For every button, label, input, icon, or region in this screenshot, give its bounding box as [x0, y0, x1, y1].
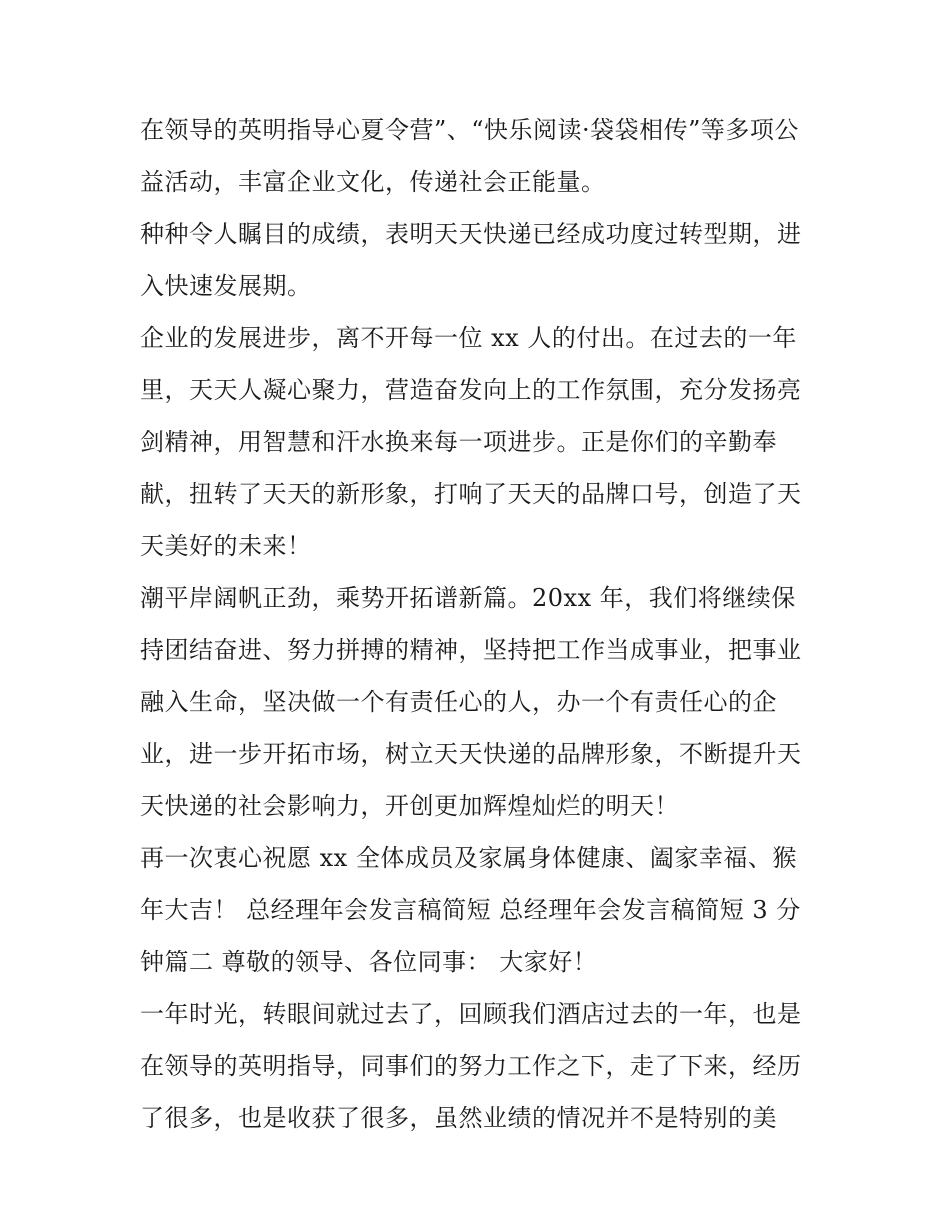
text-line: 益活动，丰富企业文化，传递社会正能量。	[140, 168, 606, 196]
text-line: 剑精神，用智慧和汗水换来每一项进步。正是你们的辛勤奉	[140, 428, 777, 456]
text-line: 里，天天人凝心聚力，营造奋发向上的工作氛围，充分发扬亮	[140, 376, 802, 404]
text-line: 种种令人瞩目的成绩，表明天天快递已经成功度过转型期，进	[140, 220, 802, 248]
text-line: 了很多，也是收获了很多，虽然业绩的情况并不是特别的美	[140, 1104, 777, 1132]
text-line: 天美好的未来！	[140, 532, 312, 560]
text-line: 入快速发展期。	[140, 272, 312, 300]
text-line: 融入生命，坚决做一个有责任心的人，办一个有责任心的企	[140, 688, 777, 716]
text-line: 业，进一步开拓市场，树立天天快递的品牌形象，不断提升天	[140, 740, 802, 768]
text-line: 年大吉！ 总经理年会发言稿简短 总经理年会发言稿简短 3 分	[140, 896, 801, 924]
text-line: 潮平岸阔帆正劲，乘势开拓谱新篇。20xx 年，我们将继续保	[140, 584, 796, 612]
text-line: 天快递的社会影响力，开创更加辉煌灿烂的明天！	[140, 792, 679, 820]
text-line: 持团结奋进、努力拼搏的精神，坚持把工作当成事业，把事业	[140, 636, 802, 664]
text-line: 一年时光，转眼间就过去了，回顾我们酒店过去的一年，也是	[140, 1000, 802, 1028]
text-line: 在领导的英明指导心夏令营”、“快乐阅读·袋袋相传”等多项公	[140, 116, 799, 144]
text-line: 献，扭转了天天的新形象，打响了天天的品牌口号，创造了天	[140, 480, 802, 508]
text-line: 企业的发展进步，离不开每一位 xx 人的付出。在过去的一年	[140, 324, 797, 352]
text-line: 在领导的英明指导，同事们的努力工作之下，走了下来，经历	[140, 1052, 802, 1080]
document-body	[140, 104, 830, 1144]
text-line: 钟篇二 尊敬的领导、各位同事： 大家好！	[140, 948, 598, 976]
text-line: 再一次衷心祝愿 xx 全体成员及家属身体健康、阖家幸福、猴	[140, 844, 797, 872]
